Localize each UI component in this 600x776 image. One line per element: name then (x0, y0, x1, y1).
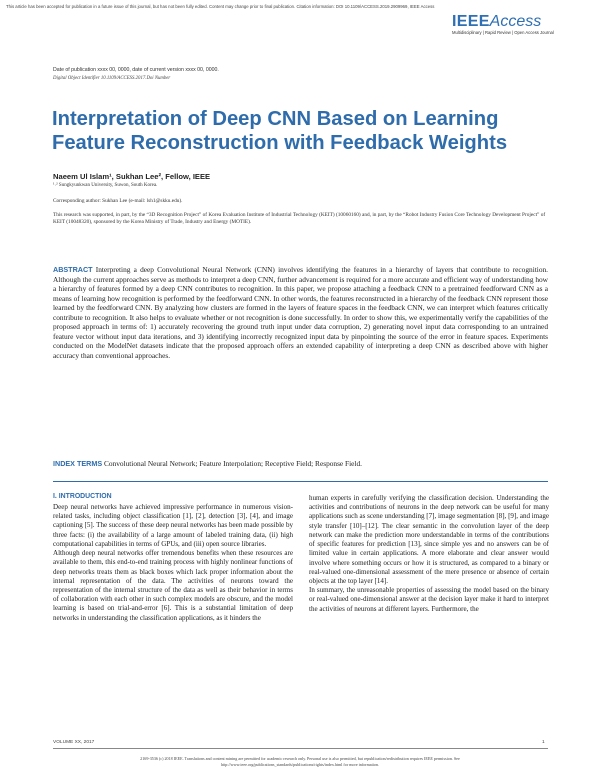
index-terms-label: INDEX TERMS (53, 459, 103, 468)
intro-right-column (309, 494, 549, 614)
intro-paragraph: human experts in carefully verifying the classification decision. Understanding the activities and contributions of neurons in the deep network can be useful for many applications such as scene understanding [7], image segmentation [8], [9], and image style transfer [10]–[12]. The clear semantic in the convolution layer of the deep network can make the prediction more understandable in terms of the contributions of specific features for prediction [13], since simple yes and no answers can be of limited value in certain applications. A more elaborate and clear answer would involve where something occurs or how it is structured, as compared to a binary or real-valued one-dimensional assessment of the mere presence or absence of certain objects at the top layer [14]. (309, 494, 549, 585)
header-notice: This article has been accepted for publication in a future issue of this journal, but has not been fully edited. Content may change prior to final publication. Citation information: DOI 10.1109/ACCESS.2019.2909969, IEEE Access (6, 4, 435, 9)
section-heading-introduction: I. INTRODUCTION (53, 493, 112, 500)
publication-dates: Date of publication xxxx 00, 0000, date of current version xxxx 00, 0000. (53, 67, 219, 73)
logo-access-text: Access (489, 13, 542, 30)
footer-divider (53, 748, 548, 749)
intro-paragraph: Although deep neural networks offer tremendous benefits when these resources are available to them, this end-to-end training process with highly nonlinear functions of deep networks treats them as black boxes which lack proper information about the internal representation of the data. The activities of neurons toward the representation of the internal structure of the data as well as their behavior in terms of collaboration with each other in such complex models are obscure, and the model learning is based on trial-and-error [6]. This is a substantial limitation of deep networks in understanding the classification applications, as it hinders the (53, 549, 293, 622)
intro-paragraph: Deep neural networks have achieved impressive performance in numerous vision-related tasks, including object classification [1], [2], detection [3], [4], and image captioning [5]. The success of these deep neural networks has been made possible by three facts: (i) the availability of a large amount of labeled training data, (ii) high computational capabilities in terms of GPUs, and (iii) open source libraries. (53, 503, 293, 548)
license-link[interactable]: http://www.ieee.org/publications_standards/publications/rights/index.html for more information. (220, 762, 380, 768)
doi-line: Digital Object Identifier 10.1109/ACCESS.2017.Doi Number (53, 76, 171, 81)
intro-paragraph: In summary, the unreasonable properties of assessing the model based on the binary or real-valued one-dimensional answer at the decision layer make it hard to interpret the activities of neurons at different layers. Furthermore, the (309, 586, 549, 613)
section-divider (53, 481, 548, 482)
logo-tagline: Multidisciplinary | Rapid Review | Open Access Journal (452, 30, 554, 35)
abstract-label: ABSTRACT (53, 265, 93, 274)
intro-left-column (53, 503, 293, 623)
index-terms-text: Convolutional Neural Network; Feature Interpolation; Receptive Field; Response Field. (103, 459, 362, 468)
logo-ieee-text: IEEE (452, 13, 490, 30)
abstract-block (53, 265, 548, 360)
footer-volume: VOLUME XX, 2017 (53, 740, 95, 745)
footer-license (20, 756, 580, 768)
author-list: Naeem Ul Islam¹, Sukhan Lee², Fellow, IEEE (53, 172, 211, 181)
license-line: 2169-3536 (c) 2018 IEEE. Translations and content mining are permitted for academic research only. Personal use is also permitted, but republication/redistribution requires IEEE permission. See (140, 756, 460, 761)
paper-title: Interpretation of Deep CNN Based on Learning Feature Reconstruction with Feedback Weights (52, 108, 508, 154)
funding-note: This research was supported, in part, by the “3D Recognition Project” of Korea Evaluation Institute of Industrial Technology (KEIT) (10060160) and, in part, by the “Robot Industry Fusion Core Technology Development Project” of KEIT (10048320), sponsored by the Korea Ministry of Trade, Industry and Energy (MOTIE). (53, 212, 546, 226)
footer-page-number: 1 (542, 740, 545, 745)
affiliation: ¹˒² Sungkyunkwan University, Suwon, South Korea. (53, 183, 158, 188)
abstract-text: Interpreting a deep Convolutional Neural Network (CNN) involves identifying the features in a hierarchy of layers that contribute to recognition. Although the current approaches serve as methods to interpret a deep CNN, further advancement is required for a more accurate and efficient way of understanding how a hierarchy of features formed by a deep CNN contributes to recognition. In this paper, we propose attaching a feedback CNN to a pretrained feedforward CNN as a means of learning how recognition is performed by the feedforward CNN. In other words, the features reconstructed in a hierarchy of the feedback CNN represent those learned by the feedforward CNN. By analyzing how clusters are formed in the layers of feature spaces in the feedback CNN, we can interpret which features critically contribute to recognition. It also helps to evaluate whether or not recognition is done successfully. In order to show this, we experimentally verify the capabilities of the proposed approach in terms of: 1) accurately recovering the ground truth input under data corruption, 2) generating novel input data corresponding to an untrained feature vector without input data iterations, and 3) identifying incorrectly recognized input data by pinpointing the source of the error in feature spaces. Experiments conducted on the ModelNet datasets indicate that the proposed approach offers an extended capability of interpreting a deep CNN as described above with higher accuracy than conventional approaches. (53, 265, 548, 360)
ieee-access-logo (452, 13, 592, 43)
corresponding-author: Corresponding author: Sukhan Lee (e-mail: lsh1@skku.edu). (53, 198, 183, 204)
index-terms-block (53, 459, 548, 468)
